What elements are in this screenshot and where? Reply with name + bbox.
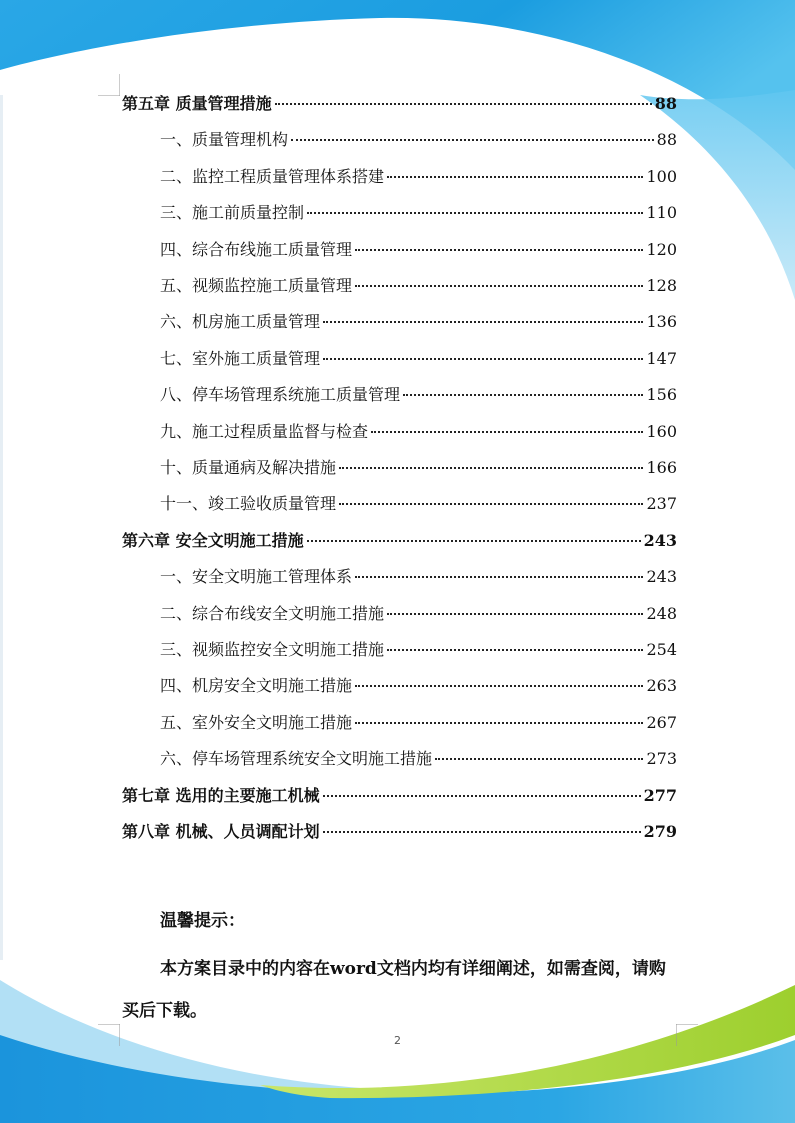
toc-section-entry[interactable] bbox=[160, 420, 677, 444]
toc-dot-leader bbox=[291, 139, 654, 141]
toc-dot-leader bbox=[339, 467, 643, 469]
toc-section-entry[interactable] bbox=[160, 128, 677, 152]
toc-dot-leader bbox=[339, 503, 643, 505]
toc-entry-page: 267 bbox=[646, 712, 677, 732]
toc-entry-title: 五、室外安全文明施工措施 bbox=[160, 712, 353, 732]
toc-entry-title: 三、施工前质量控制 bbox=[160, 203, 305, 223]
toc-dot-leader bbox=[403, 394, 643, 396]
toc-entry-title: 三、视频监控安全文明施工措施 bbox=[160, 640, 385, 659]
toc-section-entry[interactable] bbox=[160, 383, 677, 407]
toc-entry-title: 六、机房施工质量管理 bbox=[160, 312, 321, 332]
toc-dot-leader bbox=[275, 103, 652, 105]
toc-dot-leader bbox=[323, 358, 643, 360]
crop-mark-top-left bbox=[98, 74, 120, 96]
toc-section-entry[interactable] bbox=[160, 310, 677, 334]
toc-entry-page: 243 bbox=[646, 567, 677, 587]
toc-section-entry[interactable] bbox=[160, 602, 677, 626]
toc-entry-title: 十、质量通病及解决措施 bbox=[160, 458, 337, 477]
toc-dot-leader bbox=[387, 613, 643, 615]
toc-dot-leader bbox=[355, 285, 643, 287]
toc-entry-title: 八、停车场管理系统施工质量管理 bbox=[160, 385, 401, 405]
toc-chapter-entry[interactable] bbox=[122, 784, 677, 808]
toc-dot-leader bbox=[355, 685, 643, 687]
note-title: 温馨提示： bbox=[160, 911, 245, 931]
toc-entry-title: 十一、竣工验收质量管理 bbox=[160, 494, 337, 514]
toc-entry-page: 243 bbox=[643, 530, 677, 550]
toc-section-entry[interactable] bbox=[160, 274, 677, 298]
toc-section-entry[interactable] bbox=[160, 747, 677, 771]
toc-dot-leader bbox=[323, 795, 641, 797]
page-number: 2 bbox=[394, 1034, 401, 1047]
toc-entry-page: 147 bbox=[646, 348, 677, 368]
toc-chapter-entry[interactable] bbox=[122, 92, 677, 116]
toc-entry-page: 273 bbox=[646, 749, 677, 769]
toc-entry-title: 第五章 质量管理措施 bbox=[122, 94, 272, 113]
toc-entry-title: 五、视频监控施工质量管理 bbox=[160, 276, 353, 295]
toc-entry-page: 248 bbox=[646, 603, 677, 623]
toc-dot-leader bbox=[435, 758, 643, 760]
toc-entry-page: 254 bbox=[646, 640, 677, 659]
toc-entry-title: 第六章 安全文明施工措施 bbox=[122, 530, 304, 550]
toc-section-entry[interactable] bbox=[160, 674, 677, 698]
toc-entry-page: 100 bbox=[646, 166, 677, 186]
toc-section-entry[interactable] bbox=[160, 238, 677, 262]
toc-section-entry[interactable] bbox=[160, 456, 677, 480]
toc-entry-page: 88 bbox=[656, 130, 677, 150]
toc-entry-title: 四、综合布线施工质量管理 bbox=[160, 239, 353, 259]
note-body: 本方案目录中的内容在word文档内均有详细阐述，如需查阅，请购买后下载。 bbox=[122, 959, 666, 1021]
toc-entry-title: 四、机房安全文明施工措施 bbox=[160, 676, 353, 696]
toc-dot-leader bbox=[307, 212, 643, 214]
toc-section-entry[interactable] bbox=[160, 165, 677, 189]
toc-dot-leader bbox=[355, 249, 643, 251]
toc-entry-title: 第八章 机械、人员调配计划 bbox=[122, 822, 320, 841]
toc-chapter-entry[interactable] bbox=[122, 820, 677, 844]
toc-entry-page: 88 bbox=[654, 94, 677, 113]
toc-dot-leader bbox=[307, 540, 641, 542]
toc-entry-page: 120 bbox=[646, 239, 677, 259]
toc-dot-leader bbox=[387, 649, 643, 651]
toc-chapter-entry[interactable] bbox=[122, 529, 677, 553]
toc-entry-page: 160 bbox=[646, 421, 677, 441]
toc-section-entry[interactable] bbox=[160, 201, 677, 225]
toc-entry-page: 237 bbox=[646, 494, 677, 514]
toc-dot-leader bbox=[355, 722, 643, 724]
toc-dot-leader bbox=[371, 431, 643, 433]
toc-dot-leader bbox=[323, 831, 641, 833]
toc-entry-title: 七、室外施工质量管理 bbox=[160, 348, 321, 368]
toc-dot-leader bbox=[323, 321, 643, 323]
toc-entry-page: 110 bbox=[646, 203, 677, 223]
toc-entry-page: 156 bbox=[646, 385, 677, 405]
toc-section-entry[interactable] bbox=[160, 347, 677, 371]
toc-dot-leader bbox=[387, 176, 643, 178]
toc-entry-page: 263 bbox=[646, 676, 677, 696]
toc-section-entry[interactable] bbox=[160, 565, 677, 589]
toc-entry-page: 136 bbox=[646, 312, 677, 332]
toc-entry-page: 128 bbox=[646, 276, 677, 295]
toc-entry-title: 六、停车场管理系统安全文明施工措施 bbox=[160, 749, 433, 769]
toc-entry-page: 277 bbox=[643, 785, 677, 805]
toc-section-entry[interactable] bbox=[160, 492, 677, 516]
toc-section-entry[interactable] bbox=[160, 711, 677, 735]
toc-dot-leader bbox=[355, 576, 643, 578]
toc-entry-page: 166 bbox=[646, 458, 677, 477]
toc-entry-title: 一、安全文明施工管理体系 bbox=[160, 567, 353, 587]
toc-entry-title: 二、综合布线安全文明施工措施 bbox=[160, 603, 385, 623]
toc-entry-page: 279 bbox=[643, 822, 677, 841]
toc-entry-title: 一、质量管理机构 bbox=[160, 130, 289, 150]
toc-entry-title: 九、施工过程质量监督与检查 bbox=[160, 421, 369, 441]
toc-section-entry[interactable] bbox=[160, 638, 677, 662]
toc-entry-title: 第七章 选用的主要施工机械 bbox=[122, 785, 320, 805]
toc-entry-title: 二、监控工程质量管理体系搭建 bbox=[160, 166, 385, 186]
